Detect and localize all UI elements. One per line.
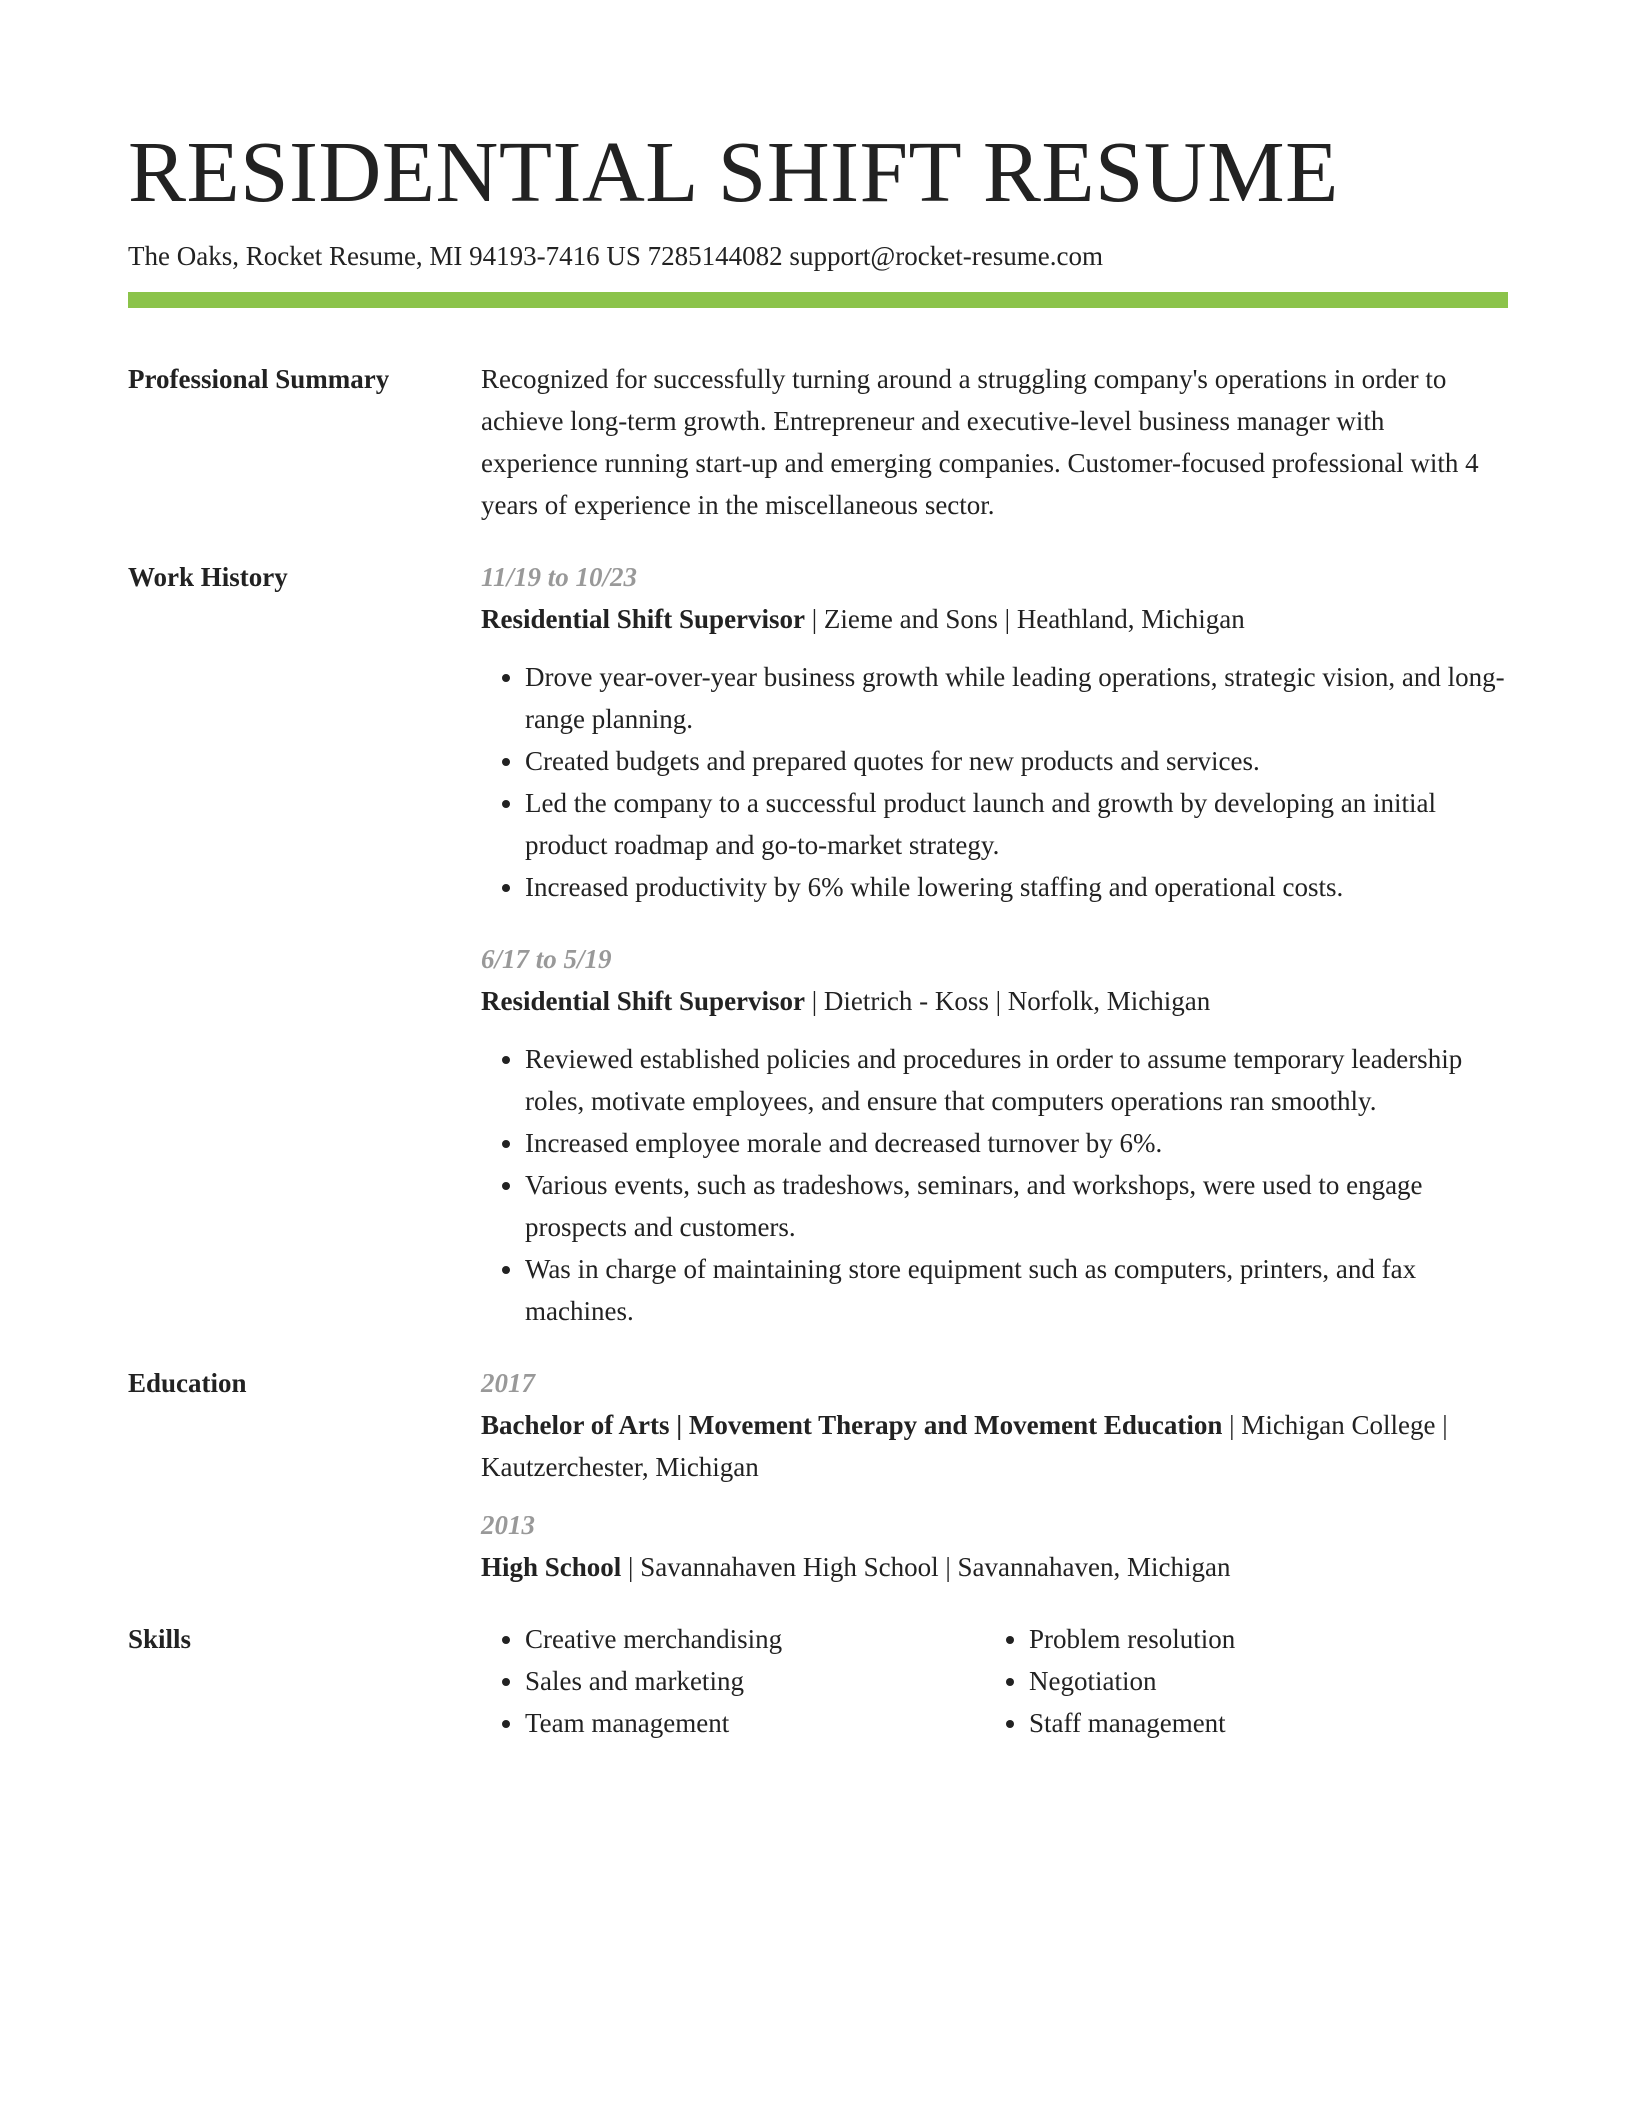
- summary-text: Recognized for successfully turning around a struggling company's operations in order to achieve long-term growth. Entrepreneur and executive-level business manager with experience running start-up and emerging companies. Customer-focused professional with 4 years of experience in the miscellaneous sector.: [481, 364, 1479, 520]
- education-entry: [481, 1362, 1508, 1488]
- job-details: | Zieme and Sons | Heathland, Michigan: [805, 604, 1245, 634]
- contact-line: The Oaks, Rocket Resume, MI 94193-7416 US 7285144082 support@rocket-resume.com: [128, 241, 1103, 271]
- job-title: Residential Shift Supervisor: [481, 986, 806, 1016]
- section-label: Education: [128, 1368, 247, 1398]
- job-bullets: [481, 1038, 1508, 1332]
- work-history-section: [128, 556, 1508, 1332]
- list-item: • Various events, such as tradeshows, seminars, and workshops, were used to engage prospects and customers.: [525, 1164, 1508, 1248]
- accent-divider: [128, 292, 1508, 308]
- section-label: Skills: [128, 1624, 192, 1654]
- skills-list-left: [481, 1618, 985, 1744]
- job-date: 6/17 to 5/19: [481, 944, 612, 974]
- skill-item: • Negotiation: [1029, 1660, 1489, 1702]
- education-details: | Michigan College | Kautzerchester, Michigan: [481, 1410, 1448, 1482]
- summary-section: [128, 358, 1508, 526]
- education-date: 2013: [481, 1510, 535, 1540]
- list-item: • Created budgets and prepared quotes for new products and services.: [525, 740, 1508, 782]
- degree-title: Bachelor of Arts | Movement Therapy and Movement Education: [481, 1410, 1223, 1440]
- list-item: • Drove year-over-year business growth while leading operations, strategic vision, and long-range planning.: [525, 656, 1508, 740]
- education-title-line: [481, 1404, 1508, 1488]
- skill-item: • Team management: [525, 1702, 985, 1744]
- list-item: • Led the company to a successful product launch and growth by developing an initial product roadmap and go-to-market strategy.: [525, 782, 1508, 866]
- skill-item: • Staff management: [1029, 1702, 1489, 1744]
- job-title-line: [481, 598, 1508, 640]
- degree-title: High School: [481, 1552, 622, 1582]
- list-item: • Increased productivity by 6% while lowering staffing and operational costs.: [525, 866, 1508, 908]
- list-item: • Was in charge of maintaining store equipment such as computers, printers, and fax machines.: [525, 1248, 1508, 1332]
- job-title-line: [481, 980, 1508, 1022]
- education-section: [128, 1362, 1508, 1588]
- education-details: | Savannahaven High School | Savannahaven, Michigan: [621, 1552, 1231, 1582]
- job-details: | Dietrich - Koss | Norfolk, Michigan: [805, 986, 1211, 1016]
- job-date: 11/19 to 10/23: [481, 562, 638, 592]
- skill-item: • Sales and marketing: [525, 1660, 985, 1702]
- list-item: • Reviewed established policies and procedures in order to assume temporary leadership roles, motivate employees, and ensure that computers operations ran smoothly.: [525, 1038, 1508, 1122]
- resume-page: [128, 0, 1508, 1744]
- education-content: [481, 1362, 1508, 1588]
- skill-item: • Creative merchandising: [525, 1618, 985, 1660]
- job-title: Residential Shift Supervisor: [481, 604, 806, 634]
- list-item: • Increased employee morale and decreased turnover by 6%.: [525, 1122, 1508, 1164]
- education-entry: [481, 1504, 1508, 1588]
- education-title-line: [481, 1546, 1508, 1588]
- skills-list-right: [985, 1618, 1489, 1744]
- skills-content: [481, 1618, 1508, 1744]
- job-bullets: [481, 656, 1508, 908]
- work-history-content: [481, 556, 1508, 1332]
- education-date: 2017: [481, 1368, 535, 1398]
- skill-item: • Problem resolution: [1029, 1618, 1489, 1660]
- section-label: Professional Summary: [128, 364, 390, 394]
- job-entry: [481, 938, 1508, 1332]
- section-label: Work History: [128, 562, 288, 592]
- resume-title: RESIDENTIAL SHIFT RESUME: [128, 123, 1339, 220]
- job-entry: [481, 556, 1508, 908]
- skills-section: [128, 1618, 1508, 1744]
